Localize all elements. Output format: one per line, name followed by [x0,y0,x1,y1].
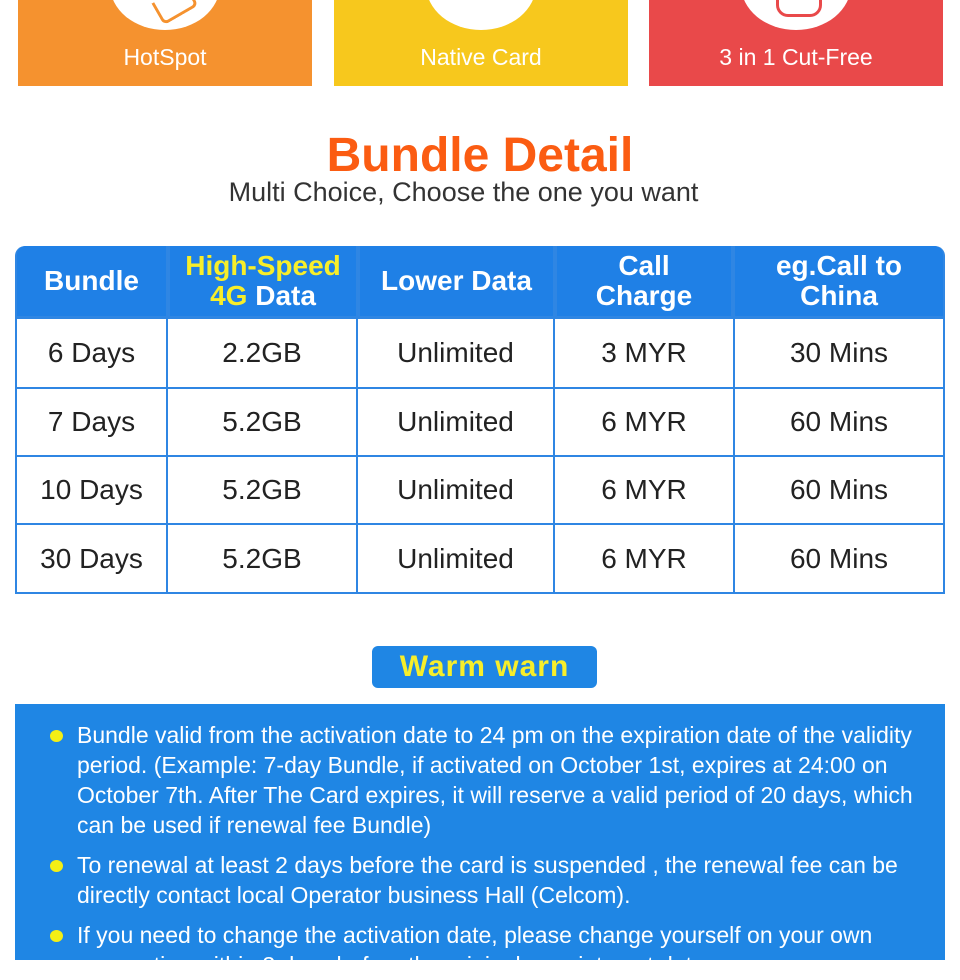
table-cell: 6 MYR [555,457,733,523]
table-header-call-charge [557,246,731,316]
feature-tile-hotspot[interactable] [18,0,312,86]
table-cell: Unlimited [358,319,553,387]
table-cell: 6 MYR [555,525,733,592]
feature-label: Native Card [420,44,542,70]
table-header-lower-data [360,246,553,316]
bullet-icon [50,860,63,872]
table-cell: 60 Mins [735,389,943,455]
header-text-4g: 4G [210,280,248,311]
notice-text: Bundle valid from the activation date to 24 pm on the expiration date of the validity period. (Example: 7-day Bundle, if activated on October 1st, expires at 24:00 on October 7th. After The Card expires, it will reserve a valid period of 20 days, which can be used if renewal fee Bundle) [77,722,913,838]
table-header-call-china [735,246,943,316]
header-text: Call [618,250,670,281]
table-cell: 5.2GB [168,457,356,523]
bundle-table [15,246,945,594]
header-text: eg.Call to [775,250,902,281]
header-text: Bundle [44,265,139,296]
table-cell: 10 Days [17,457,166,523]
header-text: China [800,280,878,311]
page-subtitle: Multi Choice, Choose the one you want [228,177,699,207]
table-cell: Unlimited [358,457,553,523]
header-text-highlight: High-Speed [185,250,341,281]
table-cell: 6 MYR [555,389,733,455]
feature-tile-cut-free[interactable] [649,0,943,86]
table-cell: Unlimited [358,389,553,455]
header-text-data: Data [247,280,316,311]
table-cell: 60 Mins [735,457,943,523]
table-cell: 30 Mins [735,319,943,387]
notice-panel [15,704,945,978]
table-cell: Unlimited [358,525,553,592]
table-cell: 60 Mins [735,525,943,592]
notice-item [77,850,923,910]
table-cell: 5.2GB [168,389,356,455]
header-text-line2 [210,281,316,311]
notice-item [77,720,923,840]
notice-item [77,920,923,980]
table-cell: 7 Days [17,389,166,455]
header-text: Charge [595,280,693,311]
table-cell: 3 MYR [555,319,733,387]
feature-tile-native-card[interactable] [334,0,628,86]
native-card-icon-circle [426,0,536,30]
table-cell: 2.2GB [168,319,356,387]
feature-label: 3 in 1 Cut-Free [719,44,873,70]
table-cell: 6 Days [17,319,166,387]
bullet-icon [50,930,63,942]
notice-text: To renewal at least 2 days before the card is suspended , the renewal fee can be directly contact local Operator business Hall (Celcom). [77,852,898,908]
feature-label: HotSpot [123,44,207,70]
table-cell: 30 Days [17,525,166,592]
table-header-bundle [17,246,166,316]
bullet-icon [50,730,63,742]
table-header-high-speed [170,246,356,316]
header-text: Lower Data [381,265,532,296]
sim-cut-icon [776,0,822,17]
feature-tiles [0,0,960,86]
notice-list [15,704,945,980]
notice-text: If you need to change the activation date, please change yourself on your own reservation within 3 days before the original appointment date or [77,922,873,978]
warn-title: Warm warn [372,646,597,688]
table-cell: 5.2GB [168,525,356,592]
page-title: Bundle Detail [326,129,634,182]
